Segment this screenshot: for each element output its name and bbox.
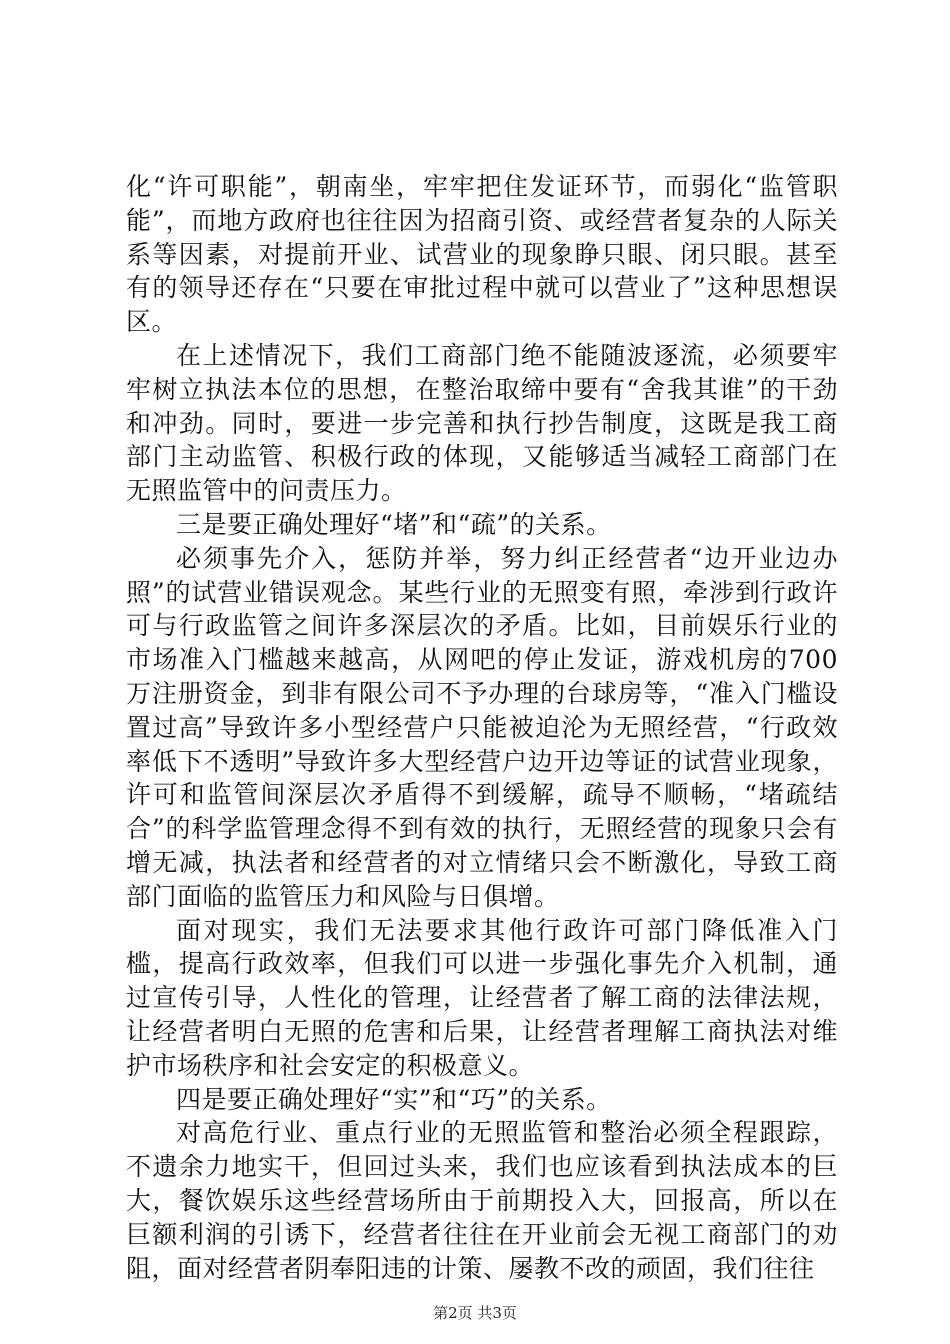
body-text [126, 170, 838, 1285]
paragraph-continuation: 化“许可职能”，朝南坐，牢牢把住发证环节，而弱化“监管职能”，而地方政府也往往因为招商引资、或经营者复杂的人际关系等因素，对提前开业、试营业的现象睁只眼、闭只眼。甚至有的领导还存在“只要在审批过程中就可以营业了”这种思想误区。 [126, 172, 838, 337]
paragraph-prior-intervention: 必须事先介入，惩防并举，努力纠正经营者“边开业边办照”的试营业错误观念。某些行业的无照变有照，牵涉到行政许可与行政监管之间许多深层次的矛盾。比如，目前娱乐行业的市场准入门槛越来越高，从网吧的停止发证，游戏机房的700万注册资金，到非有限公司不予办理的台球房等，“准入门槛设置过高”导致许多小型经营户只能被迫沦为无照经营，“行政效率低下不透明”导致许多大型经营户边开边等证的试营业现象，许可和监管间深层次矛盾得不到缓解，疏导不顺畅，“堵疏结合”的科学监管理念得不到有效的执行，无照经营的现象只会有增无减，执法者和经营者的对立情绪只会不断激化，导致工商部门面临的监管压力和风险与日俱增。 [126, 543, 838, 911]
heading-point-four: 四是要正确处理好“实”和“巧”的关系。 [176, 1084, 612, 1114]
heading-point-three: 三是要正确处理好“堵”和“疏”的关系。 [176, 509, 612, 539]
paragraph-high-risk-industries: 对高危行业、重点行业的无照监管和整治必须全程跟踪，不遗余力地实干，但回过头来，我们也应该看到执法成本的巨大，餐饮娱乐这些经营场所由于前期投入大，回报高，所以在巨额利润的引诱下，经营者往往在开业前会无视工商部门的劝阻，面对经营者阴奉阳违的计策、屡教不改的顽固，我们往往 [126, 1118, 838, 1283]
paragraph-facing-reality: 面对现实，我们无法要求其他行政许可部门降低准入门槛，提高行政效率，但我们可以进一步强化事先介入机制，通过宣传引导，人性化的管理，让经营者了解工商的法律法规，让经营者明白无照的危害和后果，让经营者理解工商执法对维护市场秩序和社会安定的积极意义。 [126, 915, 838, 1080]
page-number-footer: 第2页 共3页 [433, 1304, 517, 1322]
paragraph-enforcement-stance: 在上述情况下，我们工商部门绝不能随波逐流，必须要牢牢树立执法本位的思想，在整治取缔中要有“舍我其谁”的干劲和冲劲。同时，要进一步完善和执行抄告制度，这既是我工商部门主动监管、积极行政的体现，又能够适当减轻工商部门在无照监管中的问责压力。 [126, 340, 838, 506]
